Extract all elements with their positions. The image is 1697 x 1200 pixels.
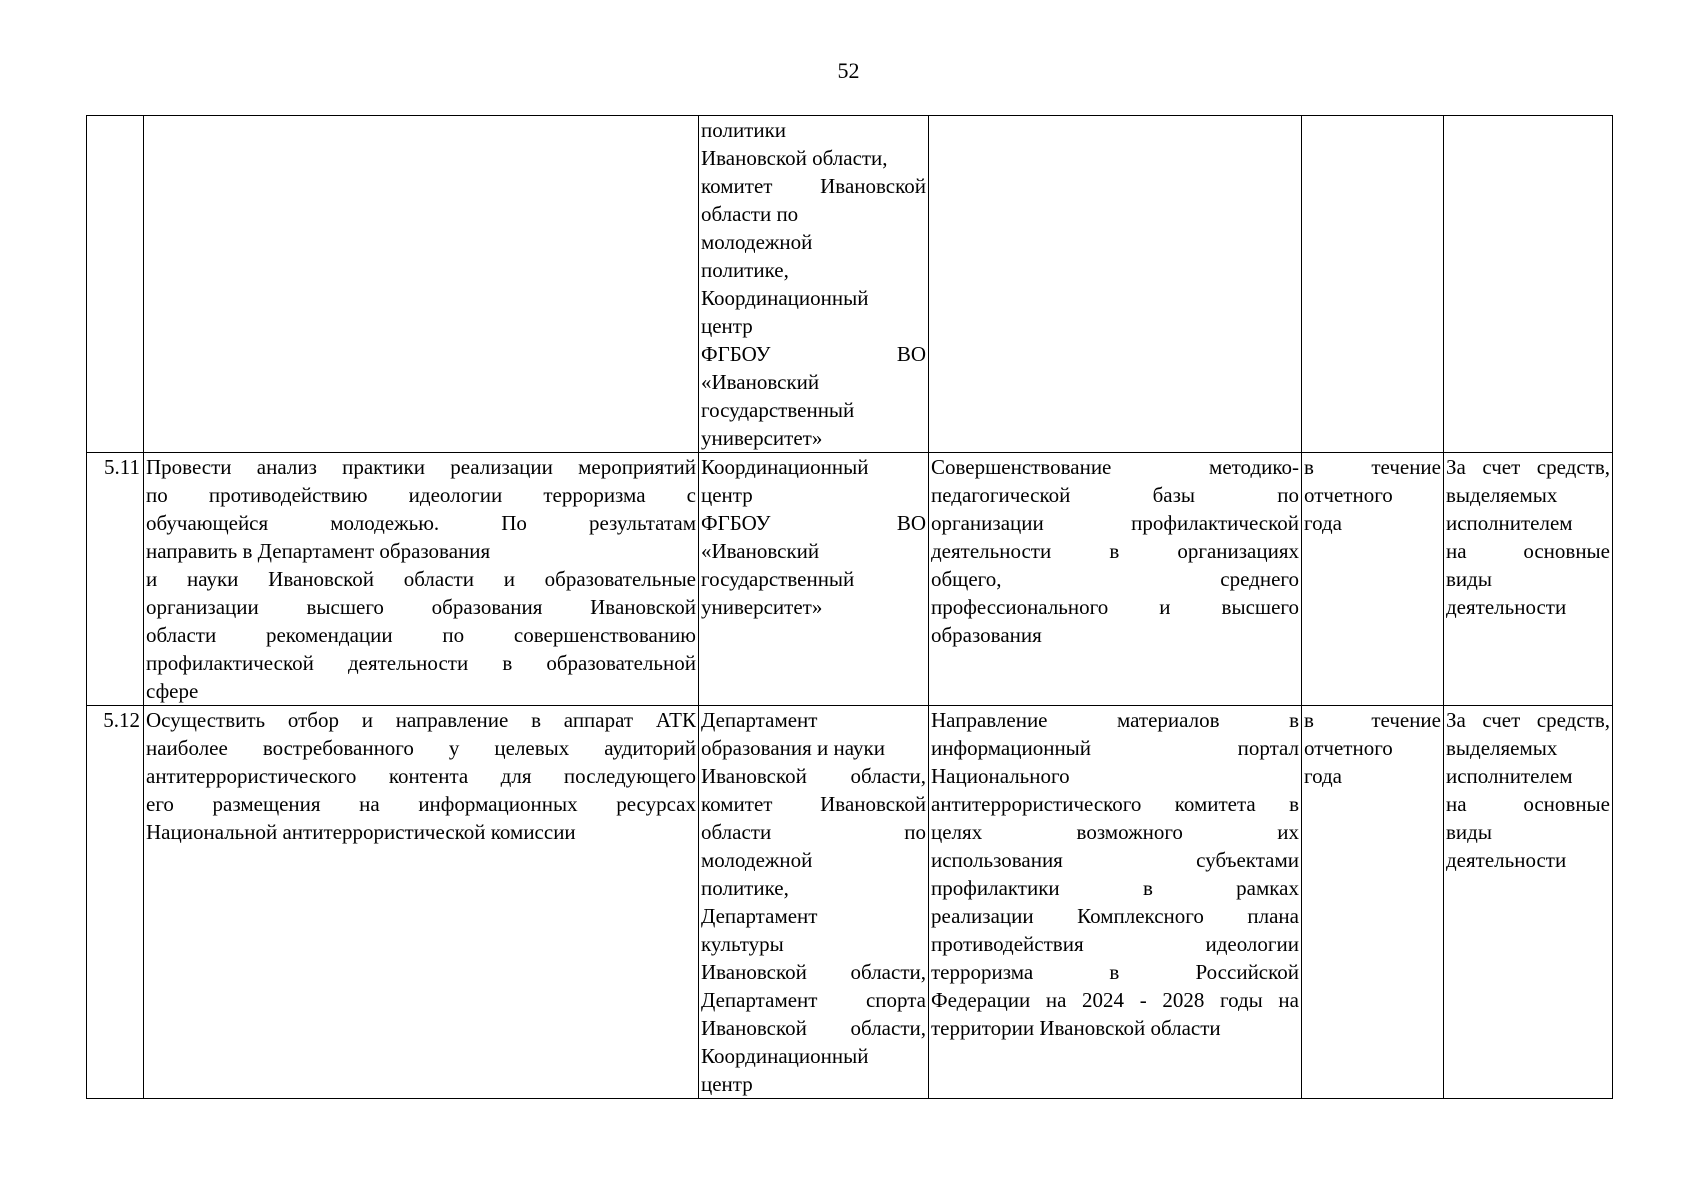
result-cell bbox=[929, 453, 1302, 706]
cell-text-line: центр bbox=[701, 1072, 753, 1096]
cell-text-line: Координационный bbox=[701, 455, 869, 479]
source-cell bbox=[1444, 706, 1613, 1099]
source-cell bbox=[1444, 453, 1613, 706]
page-number: 52 bbox=[837, 58, 860, 83]
cell-text-line: педагогической базы по bbox=[931, 483, 1299, 507]
cell-text-line: отчетного bbox=[1304, 736, 1393, 760]
cell-text-line: образования bbox=[931, 623, 1042, 647]
cell-text-line: целях возможного их bbox=[931, 820, 1299, 844]
source-cell bbox=[1444, 116, 1613, 453]
cell-text-line: университет» bbox=[701, 595, 823, 619]
cell-text-line: исполнителем bbox=[1446, 764, 1573, 788]
cell-text-line: Ивановской области, bbox=[701, 960, 926, 984]
cell-text-line: Координационный bbox=[701, 1044, 869, 1068]
cell-text-line: «Ивановский bbox=[701, 370, 820, 394]
cell-text-line: антитеррористического комитета в bbox=[931, 792, 1299, 816]
cell-text-line: сфере bbox=[146, 679, 199, 703]
cell-text-line: обучающейся молодежью. По результатам bbox=[146, 511, 696, 535]
executors-cell bbox=[699, 706, 929, 1099]
cell-text-line: центр bbox=[701, 483, 753, 507]
cell-text-line: Департамент спорта bbox=[701, 988, 926, 1012]
cell-text-line: За счет средств, bbox=[1446, 455, 1610, 479]
cell-text-line: на основные bbox=[1446, 539, 1610, 563]
cell-text-line: и науки Ивановской области и образовательные bbox=[146, 567, 696, 591]
cell-text-line: деятельности в организациях bbox=[931, 539, 1299, 563]
activity-cell bbox=[144, 706, 699, 1099]
cell-text-line: молодежной bbox=[701, 230, 813, 254]
cell-text-line: Ивановской области, bbox=[701, 1016, 926, 1040]
cell-text-line: наиболее востребованного у целевых аудиторий bbox=[146, 736, 696, 760]
cell-text-line: Ивановской области, bbox=[701, 146, 888, 170]
cell-text-line: информационный портал bbox=[931, 736, 1299, 760]
cell-text-line: Направление материалов в bbox=[931, 708, 1299, 732]
cell-text-line: политике, bbox=[701, 876, 789, 900]
cell-text-line: профессионального и высшего bbox=[931, 595, 1299, 619]
cell-text-line: деятельности bbox=[1446, 595, 1567, 619]
cell-text-line: территории Ивановской области bbox=[931, 1016, 1221, 1040]
cell-text-line: Провести анализ практики реализации мероприятий bbox=[146, 455, 696, 479]
cell-text-line: терроризма в Российской bbox=[931, 960, 1299, 984]
cell-text-line: комитет Ивановской bbox=[701, 174, 926, 198]
term-cell bbox=[1302, 116, 1444, 453]
cell-text-line: политике, bbox=[701, 258, 789, 282]
cell-text-line: Осуществить отбор и направление в аппарат АТК bbox=[146, 708, 696, 732]
cell-text-line: противодействия идеологии bbox=[931, 932, 1299, 956]
cell-text-line: деятельности bbox=[1446, 848, 1567, 872]
cell-text-line: Департамент bbox=[701, 904, 818, 928]
table-row bbox=[87, 706, 1613, 1099]
term-cell bbox=[1302, 453, 1444, 706]
cell-text-line: виды bbox=[1446, 820, 1492, 844]
executors-cell bbox=[699, 116, 929, 453]
activity-cell bbox=[144, 453, 699, 706]
result-cell bbox=[929, 706, 1302, 1099]
row-number bbox=[87, 116, 144, 453]
cell-text-line: исполнителем bbox=[1446, 511, 1573, 535]
cell-text-line: отчетного bbox=[1304, 483, 1393, 507]
cell-text-line: года bbox=[1304, 764, 1342, 788]
table-row bbox=[87, 453, 1613, 706]
cell-text-line: Совершенствование методико- bbox=[931, 455, 1299, 479]
table-row bbox=[87, 116, 1613, 453]
cell-text-line: Департамент bbox=[701, 708, 818, 732]
row-number: 5.12 bbox=[87, 706, 144, 1099]
cell-text-line: организации профилактической bbox=[931, 511, 1299, 535]
cell-text-line: За счет средств, bbox=[1446, 708, 1610, 732]
term-cell bbox=[1302, 706, 1444, 1099]
cell-text-line: области по bbox=[701, 820, 926, 844]
cell-text-line: его размещения на информационных ресурсах bbox=[146, 792, 696, 816]
cell-text-line: культуры bbox=[701, 932, 784, 956]
row-number: 5.11 bbox=[87, 453, 144, 706]
cell-text-line: профилактической деятельности в образовательной bbox=[146, 651, 696, 675]
executors-cell bbox=[699, 453, 929, 706]
cell-text-line: Национальной антитеррористической комиссии bbox=[146, 820, 576, 844]
cell-text-line: молодежной bbox=[701, 848, 813, 872]
cell-text-line: ФГБОУ ВО bbox=[701, 511, 926, 535]
cell-text-line: государственный bbox=[701, 567, 855, 591]
cell-text-line: по противодействию идеологии терроризма с bbox=[146, 483, 696, 507]
cell-text-line: выделяемых bbox=[1446, 736, 1558, 760]
cell-text-line: Координационный bbox=[701, 286, 869, 310]
cell-text-line: области по bbox=[701, 202, 799, 226]
plan-table bbox=[86, 115, 1613, 1099]
cell-text-line: «Ивановский bbox=[701, 539, 820, 563]
cell-text-line: на основные bbox=[1446, 792, 1610, 816]
activity-cell bbox=[144, 116, 699, 453]
cell-text-line: общего, среднего bbox=[931, 567, 1299, 591]
cell-text-line: виды bbox=[1446, 567, 1492, 591]
cell-text-line: организации высшего образования Ивановской bbox=[146, 595, 696, 619]
cell-text-line: Национального bbox=[931, 764, 1070, 788]
cell-text-line: в течение bbox=[1304, 455, 1441, 479]
cell-text-line: Ивановской области, bbox=[701, 764, 926, 788]
cell-text-line: университет» bbox=[701, 426, 823, 450]
cell-text-line: государственный bbox=[701, 398, 855, 422]
cell-text-line: выделяемых bbox=[1446, 483, 1558, 507]
cell-text-line: Федерации на 2024 - 2028 годы на bbox=[931, 988, 1299, 1012]
cell-text-line: реализации Комплексного плана bbox=[931, 904, 1299, 928]
cell-text-line: ФГБОУ ВО bbox=[701, 342, 926, 366]
cell-text-line: центр bbox=[701, 314, 753, 338]
result-cell bbox=[929, 116, 1302, 453]
cell-text-line: использования субъектами bbox=[931, 848, 1299, 872]
cell-text-line: образования и науки bbox=[701, 736, 885, 760]
cell-text-line: антитеррористического контента для последующего bbox=[146, 764, 696, 788]
cell-text-line: в течение bbox=[1304, 708, 1441, 732]
cell-text-line: политики bbox=[701, 118, 787, 142]
cell-text-line: года bbox=[1304, 511, 1342, 535]
cell-text-line: комитет Ивановской bbox=[701, 792, 926, 816]
cell-text-line: профилактики в рамках bbox=[931, 876, 1299, 900]
cell-text-line: направить в Департамент образования bbox=[146, 539, 491, 563]
cell-text-line: области рекомендации по совершенствованию bbox=[146, 623, 696, 647]
